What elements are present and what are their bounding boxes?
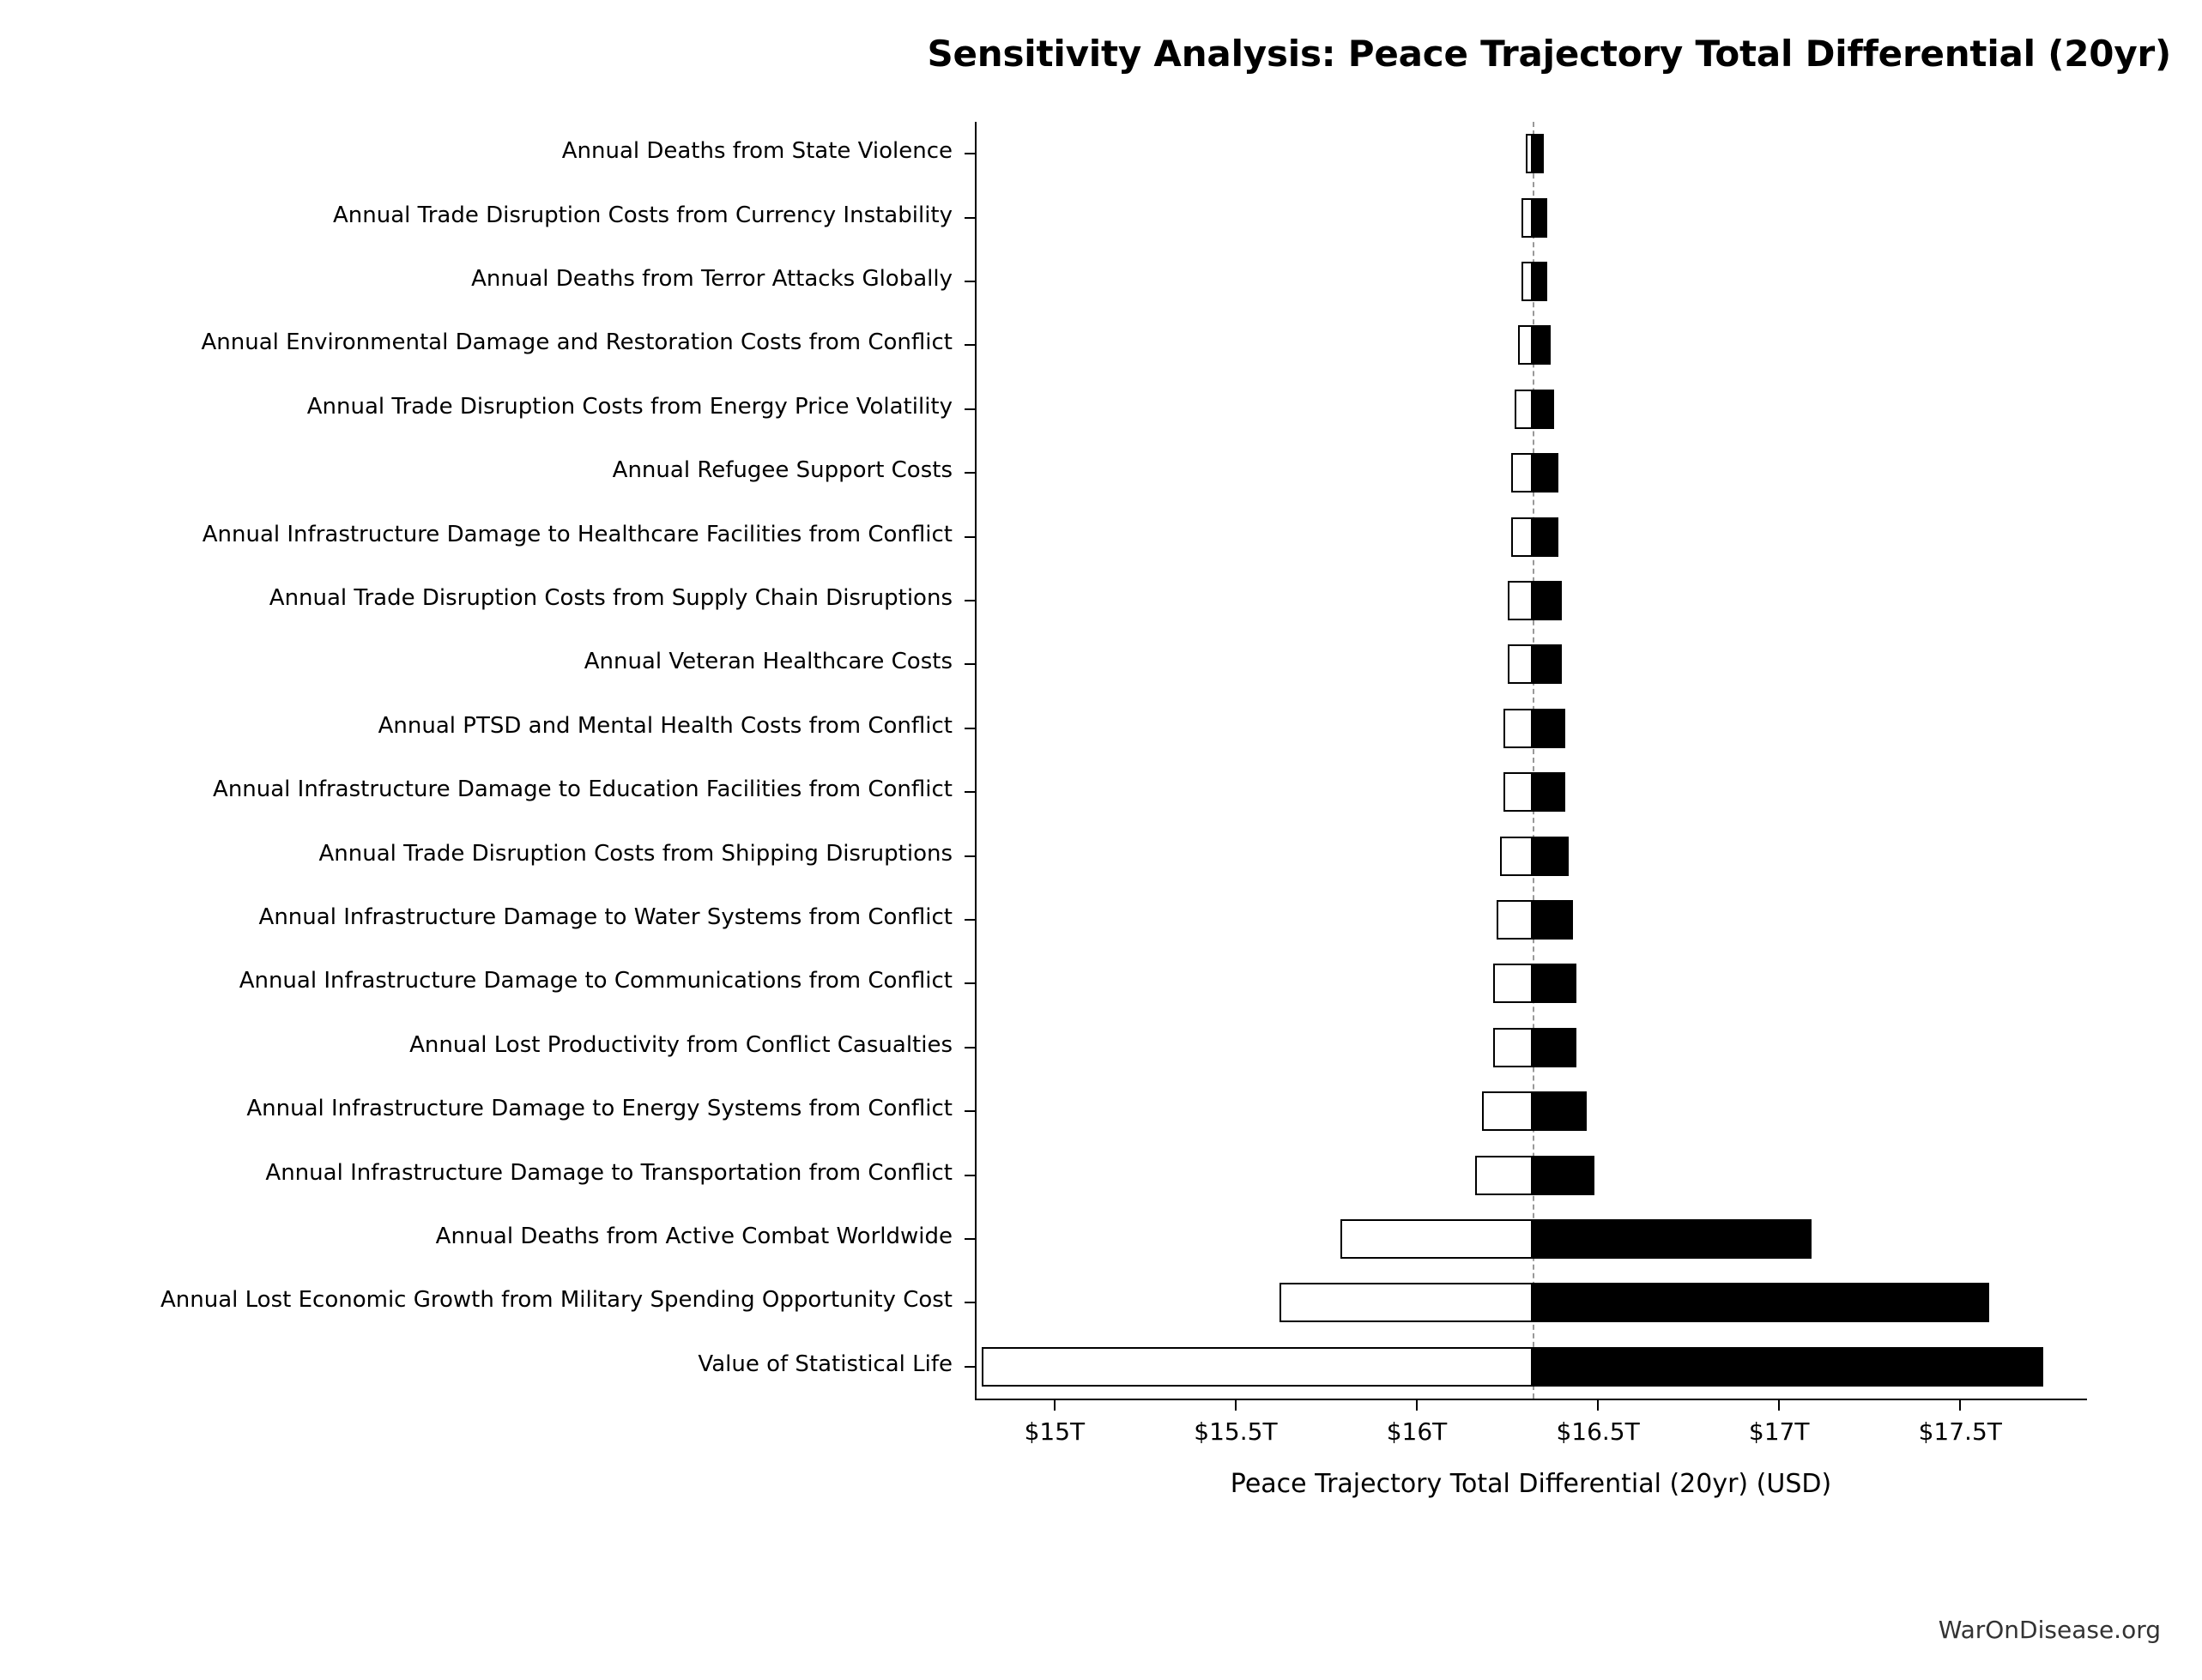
bar-segment-high bbox=[1533, 1347, 2043, 1387]
y-axis-tick bbox=[965, 344, 975, 346]
bar-segment-high bbox=[1533, 581, 1562, 620]
bar-segment-low bbox=[1482, 1091, 1533, 1131]
bar-segment-high bbox=[1533, 134, 1544, 173]
y-axis-tick bbox=[965, 919, 975, 921]
bar-segment-high bbox=[1533, 964, 1576, 1003]
y-axis-tick bbox=[965, 982, 975, 984]
y-axis-tick bbox=[965, 791, 975, 793]
y-axis-tick bbox=[965, 472, 975, 474]
bar-segment-low bbox=[1518, 325, 1533, 365]
bar-segment-low bbox=[1521, 198, 1533, 238]
y-axis-label: Annual Refugee Support Costs bbox=[612, 457, 953, 484]
bar-segment-low bbox=[1515, 390, 1533, 429]
y-axis-label: Annual Infrastructure Damage to Education Facilities from Conflict bbox=[213, 777, 953, 803]
bar-segment-high bbox=[1533, 1028, 1576, 1067]
watermark: WarOnDisease.org bbox=[1938, 1616, 2161, 1644]
bar-row bbox=[975, 893, 2087, 946]
bar-segment-low bbox=[1521, 262, 1533, 301]
bar-segment-low bbox=[1508, 581, 1534, 620]
bar-segment-low bbox=[1500, 837, 1533, 876]
y-axis-label: Annual Veteran Healthcare Costs bbox=[584, 649, 953, 675]
x-axis-title: Peace Trajectory Total Differential (20yr) (USD) bbox=[1230, 1469, 1832, 1499]
bar-row bbox=[975, 446, 2087, 499]
y-axis-label: Value of Statistical Life bbox=[698, 1351, 953, 1377]
bar-segment-low bbox=[1493, 964, 1533, 1003]
y-axis-tick bbox=[965, 1175, 975, 1176]
bar-segment-high bbox=[1533, 1156, 1594, 1195]
x-axis-tick-label: $15T bbox=[1024, 1417, 1086, 1446]
y-axis-label: Annual Infrastructure Damage to Communications from Conflict bbox=[239, 968, 953, 994]
x-axis-tick bbox=[1416, 1400, 1418, 1411]
y-axis-tick bbox=[965, 281, 975, 282]
x-axis-tick-label: $15.5T bbox=[1194, 1417, 1278, 1446]
bar-row bbox=[975, 957, 2087, 1010]
y-axis-label: Annual Deaths from Terror Attacks Globally bbox=[471, 266, 953, 292]
y-axis-tick bbox=[965, 536, 975, 538]
y-axis-label: Annual PTSD and Mental Health Costs from Conflict bbox=[378, 712, 953, 739]
bar-row bbox=[975, 255, 2087, 308]
y-axis-label: Annual Lost Economic Growth from Military Spending Opportunity Cost bbox=[160, 1287, 953, 1314]
y-axis-tick bbox=[965, 217, 975, 219]
y-axis-label: Annual Trade Disruption Costs from Currency Instability bbox=[333, 202, 953, 228]
bar-row bbox=[975, 511, 2087, 564]
y-axis-tick bbox=[965, 408, 975, 410]
x-axis-tick-label: $16.5T bbox=[1556, 1417, 1640, 1446]
bar-segment-low bbox=[1511, 453, 1533, 493]
bar-segment-high bbox=[1533, 644, 1562, 684]
bar-row bbox=[975, 1149, 2087, 1202]
bar-segment-high bbox=[1533, 1283, 1989, 1322]
bar-segment-high bbox=[1533, 517, 1558, 557]
y-axis-tick bbox=[965, 1302, 975, 1303]
y-axis-label: Annual Infrastructure Damage to Transportation from Conflict bbox=[265, 1159, 953, 1186]
y-axis-label: Annual Infrastructure Damage to Water Systems from Conflict bbox=[258, 904, 953, 930]
bar-row bbox=[975, 1021, 2087, 1074]
y-axis-label: Annual Trade Disruption Costs from Shipping Disruptions bbox=[318, 840, 953, 867]
y-axis-tick bbox=[965, 1238, 975, 1240]
bar-segment-high bbox=[1533, 900, 1572, 940]
bar-segment-high bbox=[1533, 1219, 1812, 1259]
y-axis-label: Annual Trade Disruption Costs from Energy Price Volatility bbox=[306, 393, 953, 420]
bar-segment-high bbox=[1533, 453, 1558, 493]
bar-segment-low bbox=[1508, 644, 1534, 684]
y-axis-label: Annual Infrastructure Damage to Energy Systems from Conflict bbox=[246, 1096, 953, 1122]
y-axis-tick bbox=[965, 153, 975, 154]
x-axis-tick-label: $17.5T bbox=[1918, 1417, 2002, 1446]
bar-segment-low bbox=[1511, 517, 1533, 557]
bar-row bbox=[975, 318, 2087, 372]
bar-segment-high bbox=[1533, 198, 1547, 238]
y-axis-tick bbox=[965, 1366, 975, 1368]
x-axis-tick bbox=[1054, 1400, 1056, 1411]
bar-segment-low bbox=[1475, 1156, 1534, 1195]
x-axis-tick-label: $17T bbox=[1748, 1417, 1810, 1446]
x-axis-spine bbox=[975, 1399, 2087, 1400]
y-axis-label: Annual Environmental Damage and Restoration Costs from Conflict bbox=[201, 329, 953, 356]
bar-segment-low bbox=[982, 1347, 1533, 1387]
chart-title: Sensitivity Analysis: Peace Trajectory Total Differential (20yr) bbox=[927, 33, 2171, 75]
bar-segment-low bbox=[1503, 709, 1533, 748]
bar-segment-high bbox=[1533, 325, 1551, 365]
bar-row bbox=[975, 765, 2087, 819]
bar-segment-high bbox=[1533, 837, 1569, 876]
y-axis-tick bbox=[965, 663, 975, 665]
y-axis-tick bbox=[965, 1110, 975, 1112]
bar-row bbox=[975, 702, 2087, 755]
bar-row bbox=[975, 638, 2087, 691]
y-axis-label: Annual Deaths from State Violence bbox=[561, 138, 953, 165]
bar-row bbox=[975, 1212, 2087, 1266]
bar-row bbox=[975, 383, 2087, 436]
bar-row bbox=[975, 127, 2087, 180]
x-axis-tick bbox=[1959, 1400, 1961, 1411]
bar-segment-low bbox=[1526, 134, 1533, 173]
bar-row bbox=[975, 191, 2087, 245]
bar-segment-high bbox=[1533, 262, 1547, 301]
bar-row bbox=[975, 830, 2087, 883]
y-axis-tick bbox=[965, 600, 975, 601]
y-axis-label: Annual Deaths from Active Combat Worldwide bbox=[435, 1224, 953, 1249]
y-axis-tick bbox=[965, 728, 975, 729]
y-axis-label: Annual Infrastructure Damage to Healthcare Facilities from Conflict bbox=[202, 521, 953, 547]
plot-area bbox=[975, 122, 2087, 1399]
bar-row bbox=[975, 574, 2087, 627]
bar-row bbox=[975, 1340, 2087, 1393]
bar-segment-high bbox=[1533, 709, 1565, 748]
bar-segment-low bbox=[1493, 1028, 1533, 1067]
bar-segment-high bbox=[1533, 1091, 1587, 1131]
y-axis-tick bbox=[965, 1047, 975, 1048]
bar-segment-high bbox=[1533, 772, 1565, 812]
y-axis-label: Annual Trade Disruption Costs from Supply Chain Disruptions bbox=[269, 585, 953, 611]
x-axis-tick-label: $16T bbox=[1386, 1417, 1448, 1446]
y-axis-tick bbox=[965, 855, 975, 857]
bar-segment-low bbox=[1497, 900, 1533, 940]
y-axis-label: Annual Lost Productivity from Conflict Casualties bbox=[409, 1031, 953, 1058]
bar-segment-high bbox=[1533, 390, 1554, 429]
bar-segment-low bbox=[1279, 1283, 1534, 1322]
x-axis-tick bbox=[1597, 1400, 1599, 1411]
bar-segment-low bbox=[1340, 1219, 1533, 1259]
bar-row bbox=[975, 1085, 2087, 1138]
x-axis-tick bbox=[1235, 1400, 1237, 1411]
bar-segment-low bbox=[1503, 772, 1533, 812]
x-axis-tick bbox=[1778, 1400, 1780, 1411]
bar-row bbox=[975, 1276, 2087, 1329]
